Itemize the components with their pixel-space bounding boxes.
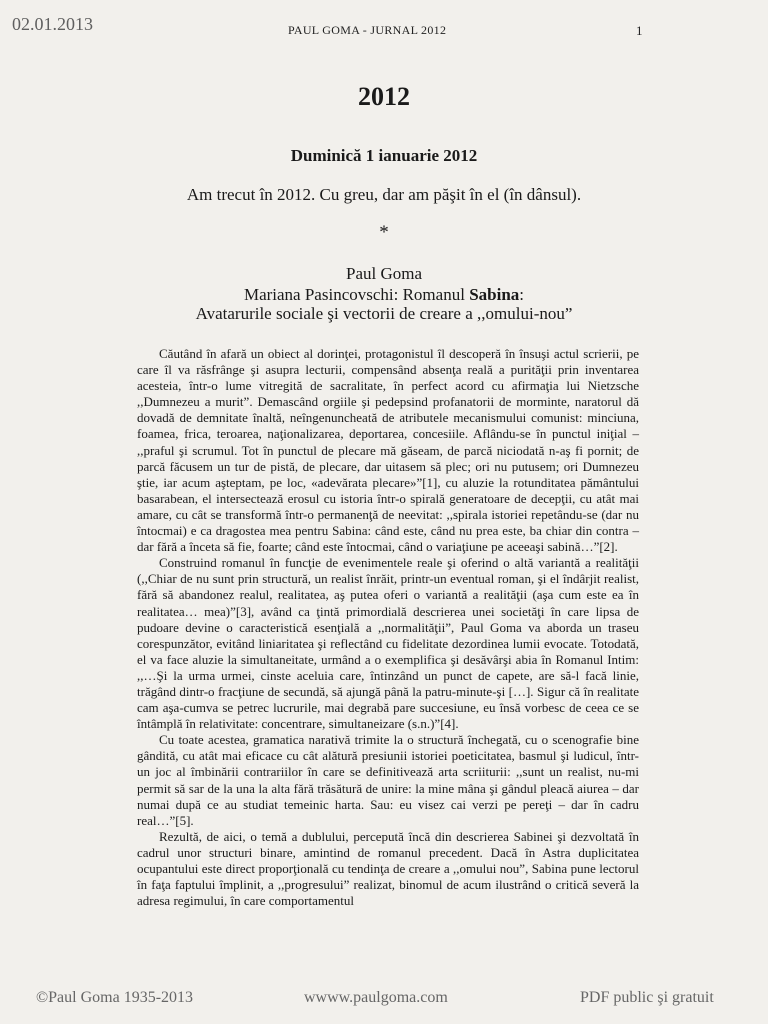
running-head: PAUL GOMA - JURNAL 2012 — [288, 23, 447, 37]
page-number: 1 — [636, 23, 643, 38]
body-paragraph-1: Căutând în afară un obiect al dorinţei, protagonistul îl descoperă în însuşi actul scrierii, pe care îl va răsfrânge şi asupra lecturii, compensând absenţa reală a purităţii prin inventarea acesteia, într-o lume vitregită de sacralitate, în perfect acord cu afirmaţia lui Nietzsche ,,Dumnezeu a murit”. Demascând orgiile şi pedepsind profanatorii de morminte, naratorul dă dovadă de demnitate înaltă, neîngenuncheată de atributele mecanismului comunist: minciuna, foamea, frica, teroarea, naţionalizarea, deportarea, concesiile. Aflându-se în punctul iniţial – ,,praful şi scrumul. Tot în punctul de plecare mă găseam, de parcă niciodată n-aş fi pornit; de parcă făcusem un tur de pistă, de plecare, dar uitasem să plec; ori nu putusem; ori Dumnezeu ştie, iar acum aşteptam, pe loc, «adevărata plecare»”[1], cu aluzie la rotunditatea pământului basarabean, el intersectează erosul cu istoria într-o spirală generatoare de decepţii, cu atât mai amare, cu cât se transformă într-o permanenţă de neevitat: ,,spirala istoriei repetându-se (dar nu întocmai) e ca dragostea mea pentru Sabina: când este, când nu prea este, ba chiar din contra – dar fără a înceta să fie, foarte; când este întocmai, când o variaţiune pe aceeaşi sabină…”[2]. — [137, 346, 639, 555]
section-separator: * — [379, 222, 389, 243]
footer-license: PDF public şi gratuit — [580, 989, 714, 1006]
article-title-prefix: Mariana Pasincovschi: Romanul — [243, 285, 470, 304]
article-body — [137, 346, 639, 909]
header-date: 02.01.2013 — [12, 14, 93, 34]
article-subtitle: Avatarurile sociale şi vectorii de creare a ,,omului-nou” — [195, 304, 573, 323]
year-heading: 2012 — [358, 82, 410, 111]
entry-date-heading: Duminică 1 ianuarie 2012 — [290, 146, 478, 165]
body-paragraph-2: Construind romanul în funcţie de evenimentele reale şi oferind o altă variantă a realităţii (,,Chiar de nu sunt prin structură, un realist înrăit, printr-un eventual roman, şi el îndârjit realist, fără să abandonez realul, realitatea, aş putea oferi o variantă a realităţii (aşa cum este ea în realitatea… mea)”[3], având ca ţintă primordială descrierea unei societăţi în care lipsa de pudoare devine o caracteristică esenţială a ,,normalităţii”, Paul Goma va aborda un traseu corespunzător, evitând liniaritatea şi reflectând cu fidelitate dezordinea lumii evocate. Totodată, el va face aluzie la simultaneitate, urmând a o exemplifica şi desăvârşi abia în Romanul Intim: ,,…Şi la urma urmei, cinste aceluia care, întinzând un punct de capete, are să-l facă linie, trăgând dintr-o fracţiune de secundă, să ajungă până la patru-minute-şi […]. Sigur că în realitate cam aşa-cumva se petrec lucrurile, mai degrabă pare succesiune, eu însă vorbesc de ceea ce se întâmplă în relativitate: concentrare, simultaneizare (s.n.)”[4]. — [137, 555, 639, 732]
article-title-suffix: : — [519, 285, 525, 304]
article-title-bold: Sabina — [469, 285, 520, 304]
body-paragraph-3: Cu toate acestea, gramatica narativă trimite la o structură închegată, cu o scenografie bine gândită, cu atât mai eficace cu cât alătură presiunii istoriei poeticitatea, basmul şi ludicul, într-un joc al îmbinării contrariilor în care se definitivează arta scriiturii: ,,sunt un realist, nu-mi permit să sar de la una la alta fără trăsătură de unire: la mine mâna şi gândul pleacă aiurea – dar numai după ce au studiat temeinic harta. Sau: eu visez cai verzi pe pereţi – dar în cadru real…”[5]. — [137, 732, 639, 828]
footer-website-link[interactable]: wwww.paulgoma.com — [304, 989, 448, 1006]
footer-copyright: ©Paul Goma 1935-2013 — [36, 989, 194, 1006]
lead-sentence: Am trecut în 2012. Cu greu, dar am păşit în el (în dânsul). — [186, 185, 582, 204]
article-title — [0, 285, 768, 305]
body-paragraph-4: Rezultă, de aici, o temă a dublului, percepută încă din descrierea Sabinei şi dezvoltată în cadrul unor structuri binare, amintind de romanul precedent. Dacă în Astra duplicitatea ocupantului este direct proporţională cu tendinţa de creare a ,,omului nou”, Sabina pune lectorul în faţa faptului împlinit, a ,,progresului” realizat, binomul de acum ilustrând o critică severă la adresa regimului, în care comportamentul — [137, 828, 639, 909]
article-author: Paul Goma — [345, 264, 423, 283]
